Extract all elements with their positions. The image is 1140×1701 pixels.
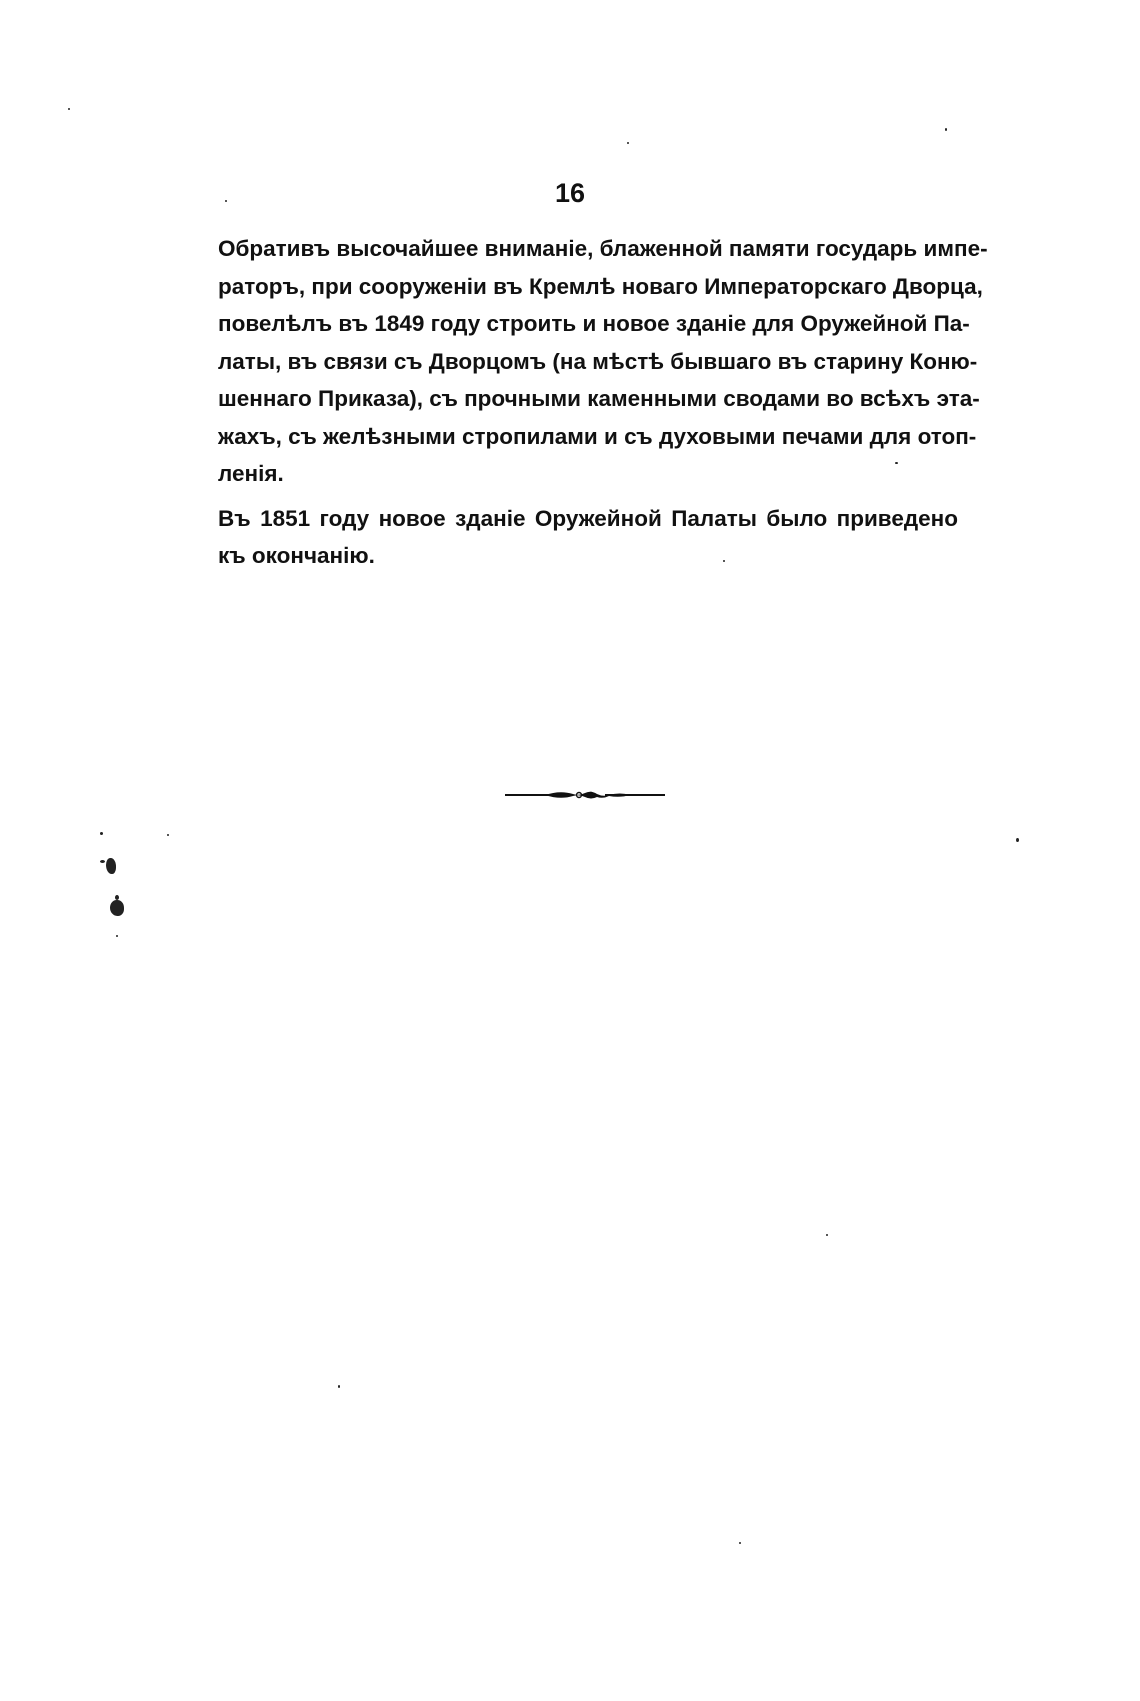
ink-blot <box>110 900 124 916</box>
text-line: раторъ, при сооруженіи въ Кремлѣ новаго Императорскаго Дворца, <box>218 273 983 299</box>
ink-speck <box>68 108 70 110</box>
ink-speck <box>100 832 103 835</box>
paragraph-2 <box>218 500 958 575</box>
ink-speck <box>115 895 119 900</box>
ink-blot <box>106 858 116 874</box>
text-line: повелѣлъ въ 1849 году строить и новое зданіе для Оружейной Па- <box>218 311 970 336</box>
ink-speck <box>945 128 947 131</box>
ink-speck <box>338 1385 340 1388</box>
text-line: Обративъ высочайшее вниманіе, блаженной памяти государь импе- <box>218 236 988 261</box>
text-block <box>218 230 988 575</box>
paragraph-1 <box>218 230 988 493</box>
ink-speck <box>1016 838 1019 842</box>
text-line: латы, въ связи съ Дворцомъ (на мѣстѣ бывшаго въ старину Коню- <box>218 348 978 374</box>
ink-speck <box>826 1234 828 1236</box>
paragraph-gap <box>218 493 958 500</box>
ink-speck <box>167 834 169 836</box>
ink-speck <box>739 1542 741 1544</box>
text-line: ленія. <box>218 461 284 486</box>
ink-speck <box>100 860 105 863</box>
ink-speck <box>895 462 898 464</box>
ink-speck <box>225 200 227 202</box>
ink-speck <box>723 560 725 562</box>
tailpiece-ornament-icon <box>505 788 665 802</box>
ink-speck <box>627 142 629 144</box>
ink-speck <box>116 935 118 937</box>
text-line: къ окончанію. <box>218 543 375 568</box>
page-number: 16 <box>554 178 586 208</box>
text-line: жахъ, съ желѣзными стропилами и съ духовыми печами для отоп- <box>218 423 977 449</box>
text-line: шеннаго Приказа), съ прочными каменными сводами во всѣхъ эта- <box>218 386 980 411</box>
text-line: Въ 1851 году новое зданіе Оружейной Палаты было приведено <box>218 505 958 531</box>
